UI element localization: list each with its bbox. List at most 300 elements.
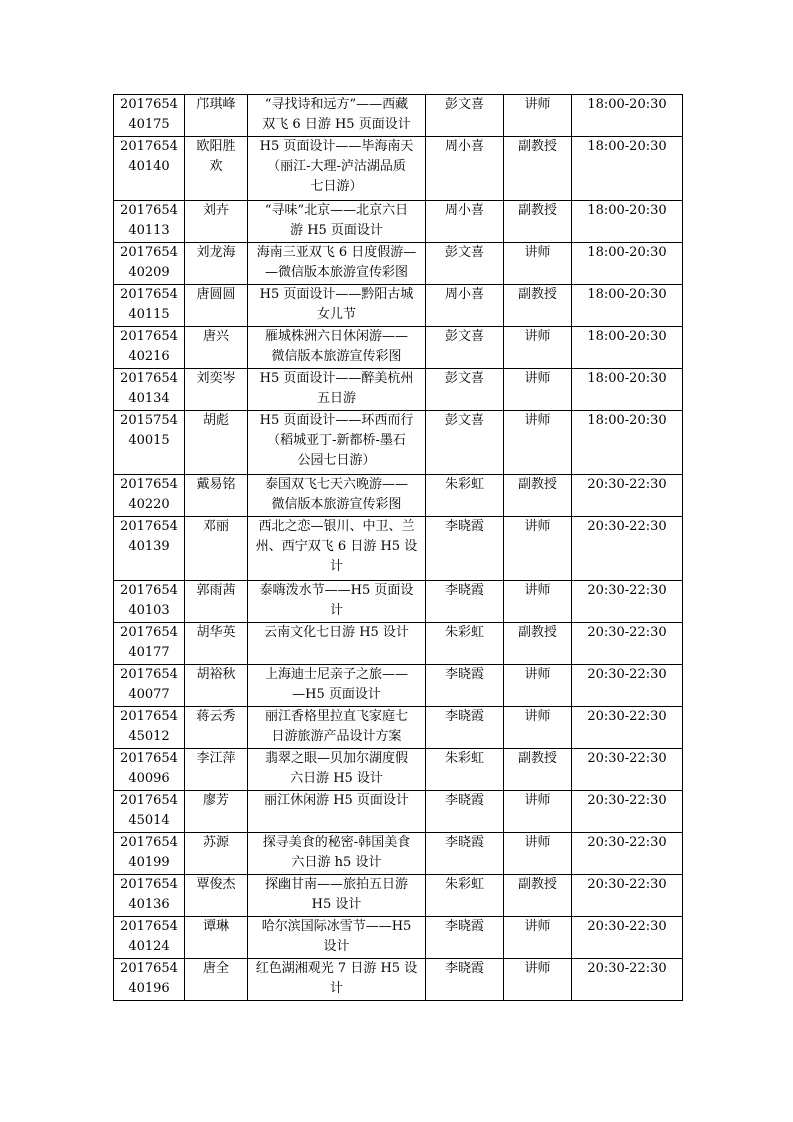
- student-id-cell: [114, 959, 185, 1001]
- schedule-rows: [114, 95, 683, 1001]
- project-title-cell: [248, 959, 426, 1001]
- project-title-line: 泰嗨泼水节——H5 页面设: [259, 583, 414, 598]
- project-title-line: H5 页面设计——毕海南天: [259, 139, 414, 154]
- time-slot-cell: [572, 95, 683, 137]
- student-id-line: 2017654: [120, 287, 178, 302]
- advisor-rank-line: 讲师: [524, 709, 551, 724]
- project-title-cell: [248, 475, 426, 517]
- advisor-rank-cell: [504, 369, 572, 411]
- student-id-line: 40096: [128, 771, 170, 786]
- advisor-cell: [426, 369, 504, 411]
- advisor-rank-cell: [504, 137, 572, 201]
- advisor-rank-cell: [504, 581, 572, 623]
- student-name-line: 谭琳: [202, 919, 229, 934]
- student-name-line: 廖芳: [202, 793, 229, 808]
- project-title-line: 日游旅游产品设计方案: [271, 729, 402, 744]
- advisor-line: 李晓霞: [444, 709, 484, 724]
- advisor-line: 彭文喜: [444, 245, 484, 260]
- project-title-line: 计: [329, 603, 343, 618]
- time-slot-line: 20:30-22:30: [587, 961, 667, 976]
- advisor-rank-line: 副教授: [517, 477, 557, 492]
- advisor-rank-line: 讲师: [524, 961, 551, 976]
- student-id-line: 2017654: [120, 751, 178, 766]
- table-row: [114, 411, 683, 475]
- time-slot-line: 20:30-22:30: [587, 709, 667, 724]
- student-name-cell: [185, 517, 248, 581]
- project-title-cell: [248, 137, 426, 201]
- time-slot-cell: [572, 243, 683, 285]
- student-id-cell: [114, 833, 185, 875]
- table-row: [114, 369, 683, 411]
- student-name-cell: [185, 475, 248, 517]
- time-slot-line: 20:30-22:30: [587, 751, 667, 766]
- student-name-cell: [185, 707, 248, 749]
- advisor-cell: [426, 327, 504, 369]
- student-id-line: 40139: [128, 539, 170, 554]
- project-title-cell: [248, 581, 426, 623]
- time-slot-line: 18:00-20:30: [587, 287, 667, 302]
- time-slot-cell: [572, 791, 683, 833]
- student-name-cell: [185, 137, 248, 201]
- student-id-line: 40220: [128, 497, 170, 512]
- advisor-rank-cell: [504, 665, 572, 707]
- student-id-line: 2017654: [120, 97, 178, 112]
- time-slot-cell: [572, 707, 683, 749]
- project-title-cell: [248, 833, 426, 875]
- time-slot-line: 20:30-22:30: [587, 793, 667, 808]
- project-title-cell: [248, 95, 426, 137]
- student-id-line: 40199: [128, 855, 170, 870]
- advisor-rank-cell: [504, 243, 572, 285]
- student-id-line: 2017654: [120, 245, 178, 260]
- student-name-cell: [185, 581, 248, 623]
- student-id-line: 2017654: [120, 583, 178, 598]
- time-slot-cell: [572, 517, 683, 581]
- project-title-line: 六日游 h5 设计: [291, 855, 382, 870]
- student-id-line: 2017654: [120, 961, 178, 976]
- advisor-cell: [426, 665, 504, 707]
- student-name-cell: [185, 623, 248, 665]
- student-id-line: 2017654: [120, 329, 178, 344]
- advisor-line: 周小喜: [444, 287, 484, 302]
- project-title-line: 西北之恋—银川、中卫、兰: [258, 519, 415, 534]
- advisor-cell: [426, 791, 504, 833]
- project-title-cell: [248, 665, 426, 707]
- project-title-cell: [248, 517, 426, 581]
- student-name-line: 蒋云秀: [196, 709, 236, 724]
- advisor-rank-cell: [504, 475, 572, 517]
- advisor-rank-cell: [504, 285, 572, 327]
- project-title-cell: [248, 791, 426, 833]
- project-title-line: 五日游: [316, 391, 356, 406]
- student-name-cell: [185, 791, 248, 833]
- student-name-cell: [185, 201, 248, 243]
- advisor-rank-cell: [504, 749, 572, 791]
- project-title-line: H5 页面设计——黔阳古城: [259, 287, 414, 302]
- student-name-line: 唐全: [202, 961, 229, 976]
- time-slot-cell: [572, 917, 683, 959]
- student-name-cell: [185, 411, 248, 475]
- advisor-rank-cell: [504, 917, 572, 959]
- advisor-line: 朱彩虹: [444, 625, 484, 640]
- advisor-cell: [426, 201, 504, 243]
- time-slot-cell: [572, 201, 683, 243]
- advisor-rank-line: 讲师: [524, 245, 551, 260]
- student-id-cell: [114, 369, 185, 411]
- advisor-cell: [426, 875, 504, 917]
- time-slot-cell: [572, 959, 683, 1001]
- student-id-line: 2017654: [120, 667, 178, 682]
- time-slot-line: 20:30-22:30: [587, 477, 667, 492]
- student-id-cell: [114, 581, 185, 623]
- student-id-cell: [114, 623, 185, 665]
- advisor-cell: [426, 243, 504, 285]
- student-id-line: 45012: [128, 729, 170, 744]
- student-name-line: 戴易铭: [196, 477, 236, 492]
- student-name-cell: [185, 243, 248, 285]
- table-row: [114, 475, 683, 517]
- table-row: [114, 707, 683, 749]
- project-title-line: 红色湖湘观光 7 日游 H5 设: [255, 961, 418, 976]
- time-slot-cell: [572, 581, 683, 623]
- advisor-rank-cell: [504, 833, 572, 875]
- project-title-line: 六日游 H5 设计: [290, 771, 383, 786]
- student-name-line: 郭雨茜: [196, 583, 236, 598]
- advisor-rank-line: 讲师: [524, 835, 551, 850]
- table-row: [114, 243, 683, 285]
- advisor-line: 李晓霞: [444, 793, 484, 808]
- time-slot-cell: [572, 369, 683, 411]
- student-name-cell: [185, 665, 248, 707]
- student-id-cell: [114, 875, 185, 917]
- student-id-line: 40103: [128, 603, 170, 618]
- student-id-line: 2017654: [120, 625, 178, 640]
- advisor-rank-cell: [504, 327, 572, 369]
- advisor-line: 李晓霞: [444, 519, 484, 534]
- project-title-line: 计: [329, 981, 343, 996]
- student-name-cell: [185, 833, 248, 875]
- advisor-rank-line: 讲师: [524, 97, 551, 112]
- student-name-line: 李江萍: [196, 751, 236, 766]
- advisor-line: 周小喜: [444, 139, 484, 154]
- advisor-line: 李晓霞: [444, 835, 484, 850]
- time-slot-cell: [572, 623, 683, 665]
- student-name-cell: [185, 917, 248, 959]
- advisor-rank-cell: [504, 517, 572, 581]
- student-name-cell: [185, 959, 248, 1001]
- student-id-cell: [114, 95, 185, 137]
- project-title-line: 双飞 6 日游 H5 页面设计: [262, 117, 411, 132]
- advisor-rank-cell: [504, 95, 572, 137]
- project-title-line: 哈尔滨国际冰雪节——H5: [261, 919, 412, 934]
- table-row: [114, 327, 683, 369]
- student-id-cell: [114, 475, 185, 517]
- student-name-cell: [185, 875, 248, 917]
- student-name-line: 刘龙海: [196, 245, 236, 260]
- advisor-line: 彭文喜: [444, 371, 484, 386]
- advisor-rank-cell: [504, 411, 572, 475]
- project-title-cell: [248, 411, 426, 475]
- student-id-line: 2017654: [120, 203, 178, 218]
- time-slot-cell: [572, 875, 683, 917]
- project-title-cell: [248, 875, 426, 917]
- project-title-line: 七日游）: [310, 179, 363, 194]
- student-id-line: 2017654: [120, 709, 178, 724]
- project-title-line: 公园七日游）: [297, 453, 376, 468]
- student-name-cell: [185, 369, 248, 411]
- project-title-line: 微信版本旅游宣传彩图: [271, 497, 402, 512]
- student-name-line: 刘奕岑: [196, 371, 236, 386]
- student-id-cell: [114, 411, 185, 475]
- advisor-rank-line: 讲师: [524, 519, 551, 534]
- student-id-line: 40115: [128, 307, 170, 322]
- time-slot-line: 18:00-20:30: [587, 329, 667, 344]
- student-id-cell: [114, 201, 185, 243]
- project-title-line: 泰国双飞七天六晚游——: [264, 477, 408, 492]
- project-title-cell: [248, 707, 426, 749]
- student-id-cell: [114, 243, 185, 285]
- student-id-line: 40124: [128, 939, 170, 954]
- student-name-cell: [185, 327, 248, 369]
- advisor-cell: [426, 749, 504, 791]
- advisor-line: 朱彩虹: [444, 477, 484, 492]
- time-slot-cell: [572, 137, 683, 201]
- time-slot-line: 18:00-20:30: [587, 245, 667, 260]
- advisor-line: 李晓霞: [444, 919, 484, 934]
- schedule-table: [113, 94, 683, 1001]
- student-id-line: 40140: [128, 159, 170, 174]
- student-name-line: 胡彪: [202, 413, 229, 428]
- student-id-cell: [114, 285, 185, 327]
- advisor-cell: [426, 707, 504, 749]
- project-title-cell: [248, 369, 426, 411]
- advisor-rank-line: 副教授: [517, 877, 557, 892]
- advisor-rank-line: 讲师: [524, 793, 551, 808]
- advisor-line: 彭文喜: [444, 97, 484, 112]
- advisor-rank-line: 讲师: [524, 329, 551, 344]
- project-title-cell: [248, 749, 426, 791]
- student-name-line: 胡裕秋: [196, 667, 236, 682]
- advisor-rank-line: 讲师: [524, 583, 551, 598]
- student-name-line: 唐圆圆: [196, 287, 236, 302]
- student-id-line: 45014: [128, 813, 170, 828]
- advisor-cell: [426, 285, 504, 327]
- student-name-line: 刘卉: [202, 203, 229, 218]
- project-title-line: H5 页面设计——醉美杭州: [259, 371, 414, 386]
- project-title-line: H5 页面设计——环西而行: [259, 413, 414, 428]
- advisor-line: 朱彩虹: [444, 877, 484, 892]
- time-slot-line: 20:30-22:30: [587, 835, 667, 850]
- student-id-line: 40216: [128, 349, 170, 364]
- project-title-line: 州、西宁双飞 6 日游 H5 设: [255, 539, 418, 554]
- project-title-cell: [248, 917, 426, 959]
- student-id-cell: [114, 749, 185, 791]
- table-row: [114, 285, 683, 327]
- time-slot-cell: [572, 285, 683, 327]
- time-slot-line: 18:00-20:30: [587, 203, 667, 218]
- student-id-line: 40209: [128, 265, 170, 280]
- advisor-cell: [426, 95, 504, 137]
- student-id-line: 40175: [128, 117, 170, 132]
- student-id-cell: [114, 327, 185, 369]
- time-slot-cell: [572, 749, 683, 791]
- student-name-cell: [185, 95, 248, 137]
- project-title-line: “寻找诗和远方”——西藏: [264, 97, 409, 112]
- time-slot-cell: [572, 475, 683, 517]
- advisor-line: 李晓霞: [444, 667, 484, 682]
- advisor-rank-line: 副教授: [517, 625, 557, 640]
- student-id-line: 2017654: [120, 371, 178, 386]
- student-id-line: 2017654: [120, 139, 178, 154]
- project-title-line: —微信版本旅游宣传彩图: [264, 265, 408, 280]
- table-row: [114, 875, 683, 917]
- time-slot-cell: [572, 411, 683, 475]
- student-id-line: 40113: [128, 223, 170, 238]
- student-id-line: 2017654: [120, 477, 178, 492]
- time-slot-cell: [572, 327, 683, 369]
- time-slot-line: 20:30-22:30: [587, 625, 667, 640]
- student-id-line: 40196: [128, 981, 170, 996]
- project-title-line: 上海迪士尼亲子之旅——: [264, 667, 408, 682]
- student-id-line: 40136: [128, 897, 170, 912]
- student-id-line: 40077: [128, 687, 170, 702]
- advisor-rank-cell: [504, 707, 572, 749]
- advisor-cell: [426, 833, 504, 875]
- project-title-line: 游 H5 页面设计: [290, 223, 383, 238]
- advisor-rank-line: 讲师: [524, 919, 551, 934]
- table-row: [114, 749, 683, 791]
- project-title-line: 设计: [323, 939, 350, 954]
- table-row: [114, 959, 683, 1001]
- advisor-line: 彭文喜: [444, 329, 484, 344]
- time-slot-line: 20:30-22:30: [587, 667, 667, 682]
- student-name-line: 欢: [209, 159, 223, 174]
- advisor-cell: [426, 411, 504, 475]
- project-title-line: 翡翠之眼—贝加尔湖度假: [264, 751, 408, 766]
- advisor-rank-cell: [504, 959, 572, 1001]
- advisor-cell: [426, 137, 504, 201]
- student-id-line: 2015754: [120, 413, 178, 428]
- project-title-line: —H5 页面设计: [292, 687, 381, 702]
- project-title-cell: [248, 201, 426, 243]
- student-name-line: 苏源: [202, 835, 229, 850]
- advisor-rank-cell: [504, 875, 572, 917]
- advisor-rank-cell: [504, 201, 572, 243]
- time-slot-line: 20:30-22:30: [587, 919, 667, 934]
- advisor-line: 朱彩虹: [444, 751, 484, 766]
- advisor-cell: [426, 517, 504, 581]
- advisor-rank-cell: [504, 623, 572, 665]
- project-title-cell: [248, 243, 426, 285]
- advisor-rank-line: 讲师: [524, 667, 551, 682]
- project-title-line: （稻城亚丁-新都桥-墨石: [267, 433, 406, 448]
- project-title-line: 丽江香格里拉直飞家庭七: [264, 709, 408, 724]
- student-name-line: 覃俊杰: [196, 877, 236, 892]
- advisor-cell: [426, 623, 504, 665]
- advisor-rank-line: 副教授: [517, 139, 557, 154]
- advisor-line: 李晓霞: [444, 961, 484, 976]
- student-name-line: 胡华英: [196, 625, 236, 640]
- table-row: [114, 833, 683, 875]
- time-slot-cell: [572, 833, 683, 875]
- table-row: [114, 665, 683, 707]
- student-id-line: 2017654: [120, 919, 178, 934]
- advisor-rank-line: 讲师: [524, 371, 551, 386]
- advisor-cell: [426, 475, 504, 517]
- advisor-line: 周小喜: [444, 203, 484, 218]
- table-row: [114, 581, 683, 623]
- advisor-cell: [426, 917, 504, 959]
- table-row: [114, 201, 683, 243]
- project-title-line: 女儿节: [316, 307, 356, 322]
- time-slot-line: 18:00-20:30: [587, 97, 667, 112]
- time-slot-line: 20:30-22:30: [587, 877, 667, 892]
- student-id-cell: [114, 137, 185, 201]
- time-slot-line: 20:30-22:30: [587, 583, 667, 598]
- student-id-line: 2017654: [120, 877, 178, 892]
- student-id-line: 40015: [128, 433, 170, 448]
- student-id-line: 40177: [128, 645, 170, 660]
- student-id-cell: [114, 791, 185, 833]
- table-row: [114, 791, 683, 833]
- student-name-line: 唐兴: [202, 329, 229, 344]
- time-slot-line: 18:00-20:30: [587, 139, 667, 154]
- student-id-line: 40134: [128, 391, 170, 406]
- advisor-cell: [426, 581, 504, 623]
- table-row: [114, 137, 683, 201]
- project-title-line: 探幽甘南——旅拍五日游: [264, 877, 408, 892]
- project-title-line: 雁城株洲六日休闲游——: [264, 329, 408, 344]
- advisor-rank-line: 副教授: [517, 203, 557, 218]
- project-title-line: 云南文化七日游 H5 设计: [264, 625, 409, 640]
- table-row: [114, 95, 683, 137]
- time-slot-line: 20:30-22:30: [587, 519, 667, 534]
- project-title-line: 计: [329, 559, 343, 574]
- student-name-cell: [185, 749, 248, 791]
- student-id-cell: [114, 517, 185, 581]
- advisor-rank-line: 副教授: [517, 287, 557, 302]
- project-title-cell: [248, 623, 426, 665]
- time-slot-cell: [572, 665, 683, 707]
- advisor-rank-line: 副教授: [517, 751, 557, 766]
- project-title-line: （丽江-大理-泸沽湖品质: [267, 159, 406, 174]
- student-id-cell: [114, 665, 185, 707]
- student-name-line: 邝琪峰: [196, 97, 236, 112]
- project-title-line: 探寻美食的秘密-韩国美食: [262, 835, 411, 850]
- student-id-line: 2017654: [120, 793, 178, 808]
- time-slot-line: 18:00-20:30: [587, 413, 667, 428]
- table-row: [114, 517, 683, 581]
- advisor-line: 彭文喜: [444, 413, 484, 428]
- student-id-line: 2017654: [120, 519, 178, 534]
- student-name-line: 欧阳胜: [196, 139, 236, 154]
- project-title-cell: [248, 285, 426, 327]
- student-name-line: 邓丽: [202, 519, 229, 534]
- student-name-cell: [185, 285, 248, 327]
- student-id-line: 2017654: [120, 835, 178, 850]
- advisor-rank-cell: [504, 791, 572, 833]
- project-title-line: 微信版本旅游宣传彩图: [271, 349, 402, 364]
- table-row: [114, 623, 683, 665]
- project-title-line: 海南三亚双飞 6 日度假游—: [256, 245, 417, 260]
- project-title-cell: [248, 327, 426, 369]
- project-title-line: 丽江休闲游 H5 页面设计: [264, 793, 409, 808]
- table-row: [114, 917, 683, 959]
- advisor-cell: [426, 959, 504, 1001]
- advisor-line: 李晓霞: [444, 583, 484, 598]
- project-title-line: H5 设计: [311, 897, 362, 912]
- project-title-line: “寻味”北京——北京六日: [264, 203, 409, 218]
